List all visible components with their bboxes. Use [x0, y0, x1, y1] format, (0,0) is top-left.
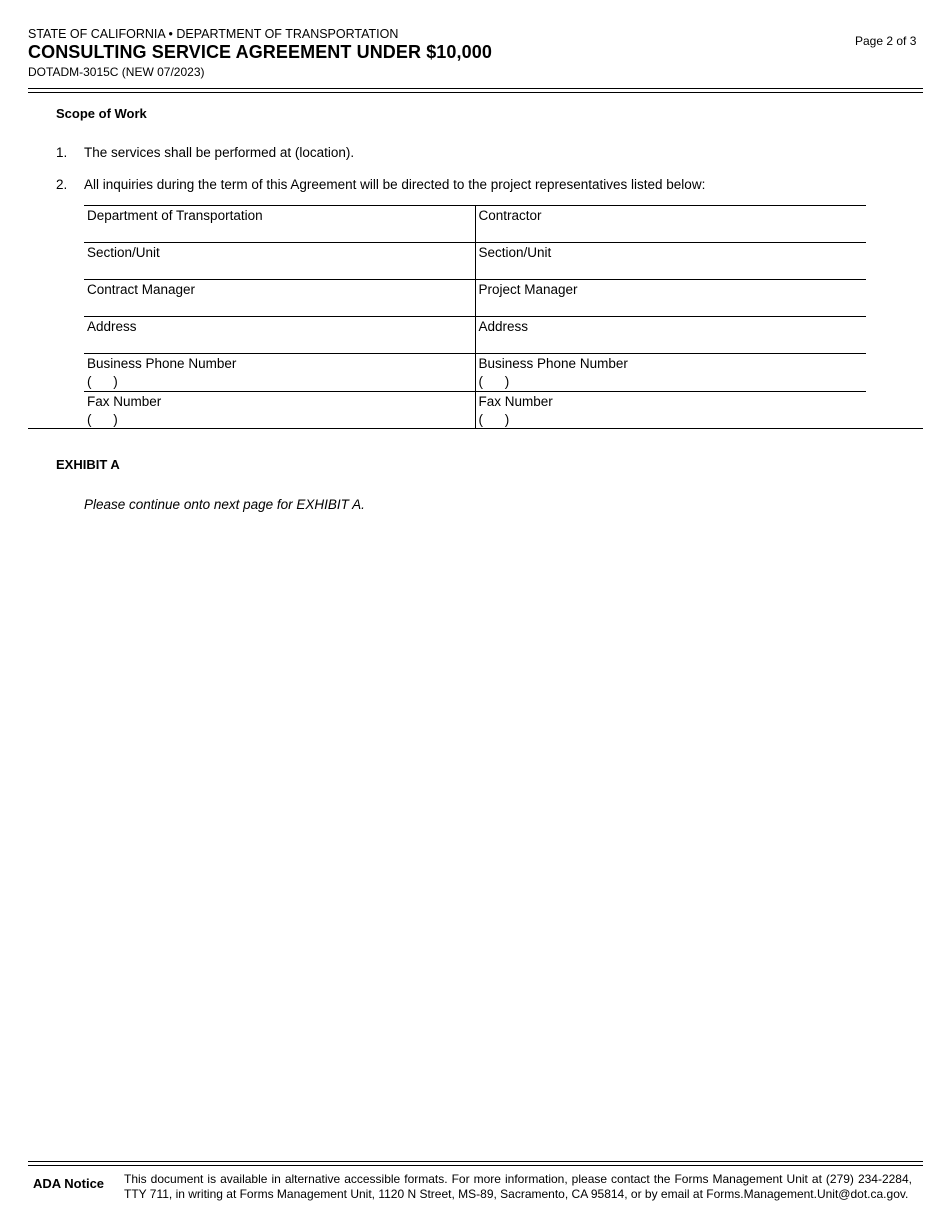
page-number: Page 2 of 3 [855, 34, 917, 48]
dot-name-cell[interactable] [84, 206, 475, 243]
table-row [84, 354, 866, 392]
contractor-name-cell[interactable] [475, 206, 866, 243]
cell-label: Contract Manager [87, 282, 196, 297]
table-bottom-rule [28, 428, 923, 429]
table-row [84, 243, 866, 280]
cell-value: ( ) [87, 412, 118, 427]
cell-label: Section/Unit [87, 245, 160, 260]
cell-value: ( ) [478, 374, 510, 389]
cell-label: Project Manager [478, 282, 578, 297]
form-title: CONSULTING SERVICE AGREEMENT UNDER $10,000 [28, 42, 492, 62]
cell-label: Department of Transportation [87, 208, 263, 223]
dot-fax-cell[interactable] [84, 392, 475, 430]
scope-heading: Scope of Work [56, 106, 147, 121]
table-row [84, 206, 866, 243]
contract-manager-cell[interactable] [84, 280, 475, 317]
cell-value: ( ) [87, 374, 118, 389]
table-row [84, 280, 866, 317]
project-manager-cell[interactable] [475, 280, 866, 317]
dot-address-cell[interactable] [84, 317, 475, 354]
exhibit-note: Please continue onto next page for EXHIBIT A. [84, 497, 365, 512]
cell-label: Address [478, 319, 529, 334]
table-row [84, 392, 866, 430]
cell-label: Fax Number [87, 394, 162, 409]
item-1-text: The services shall be performed at (location). [84, 145, 355, 160]
cell-value: ( ) [478, 412, 510, 427]
contractor-phone-cell[interactable] [475, 354, 866, 392]
ada-notice-text: This document is available in alternative accessible formats. For more information, please contact the Forms Management Unit at (279) 234-2284, TTY 711, in writing at Forms Management Unit, 1120 N Street, MS-89, Sacramento, CA 95814, or by email at Forms.Management.Unit@dot.ca.gov. [124, 1172, 912, 1201]
cell-label: Contractor [478, 208, 542, 223]
item-2-text: All inquiries during the term of this Agreement will be directed to the project representatives listed below: [84, 177, 706, 192]
contractor-address-cell[interactable] [475, 317, 866, 354]
footer-rule-top [28, 1161, 923, 1162]
cell-label: Address [87, 319, 137, 334]
agency-line: STATE OF CALIFORNIA • DEPARTMENT OF TRANSPORTATION [28, 27, 399, 41]
header-rule-bottom [28, 92, 923, 93]
contractor-fax-cell[interactable] [475, 392, 866, 430]
item-1-number: 1. [56, 145, 68, 160]
ada-notice-label: ADA Notice [33, 1176, 105, 1191]
exhibit-heading: EXHIBIT A [56, 457, 120, 472]
representatives-table [84, 205, 866, 429]
contractor-section-cell[interactable] [475, 243, 866, 280]
footer-rule-bottom [28, 1165, 923, 1166]
item-2-number: 2. [56, 177, 68, 192]
form-number: DOTADM-3015C (NEW 07/2023) [28, 65, 205, 79]
dot-phone-cell[interactable] [84, 354, 475, 392]
dot-section-cell[interactable] [84, 243, 475, 280]
cell-label: Business Phone Number [87, 356, 237, 371]
header-rule-top [28, 88, 923, 89]
table-row [84, 317, 866, 354]
cell-label: Fax Number [478, 394, 553, 409]
cell-label: Business Phone Number [478, 356, 628, 371]
cell-label: Section/Unit [478, 245, 552, 260]
